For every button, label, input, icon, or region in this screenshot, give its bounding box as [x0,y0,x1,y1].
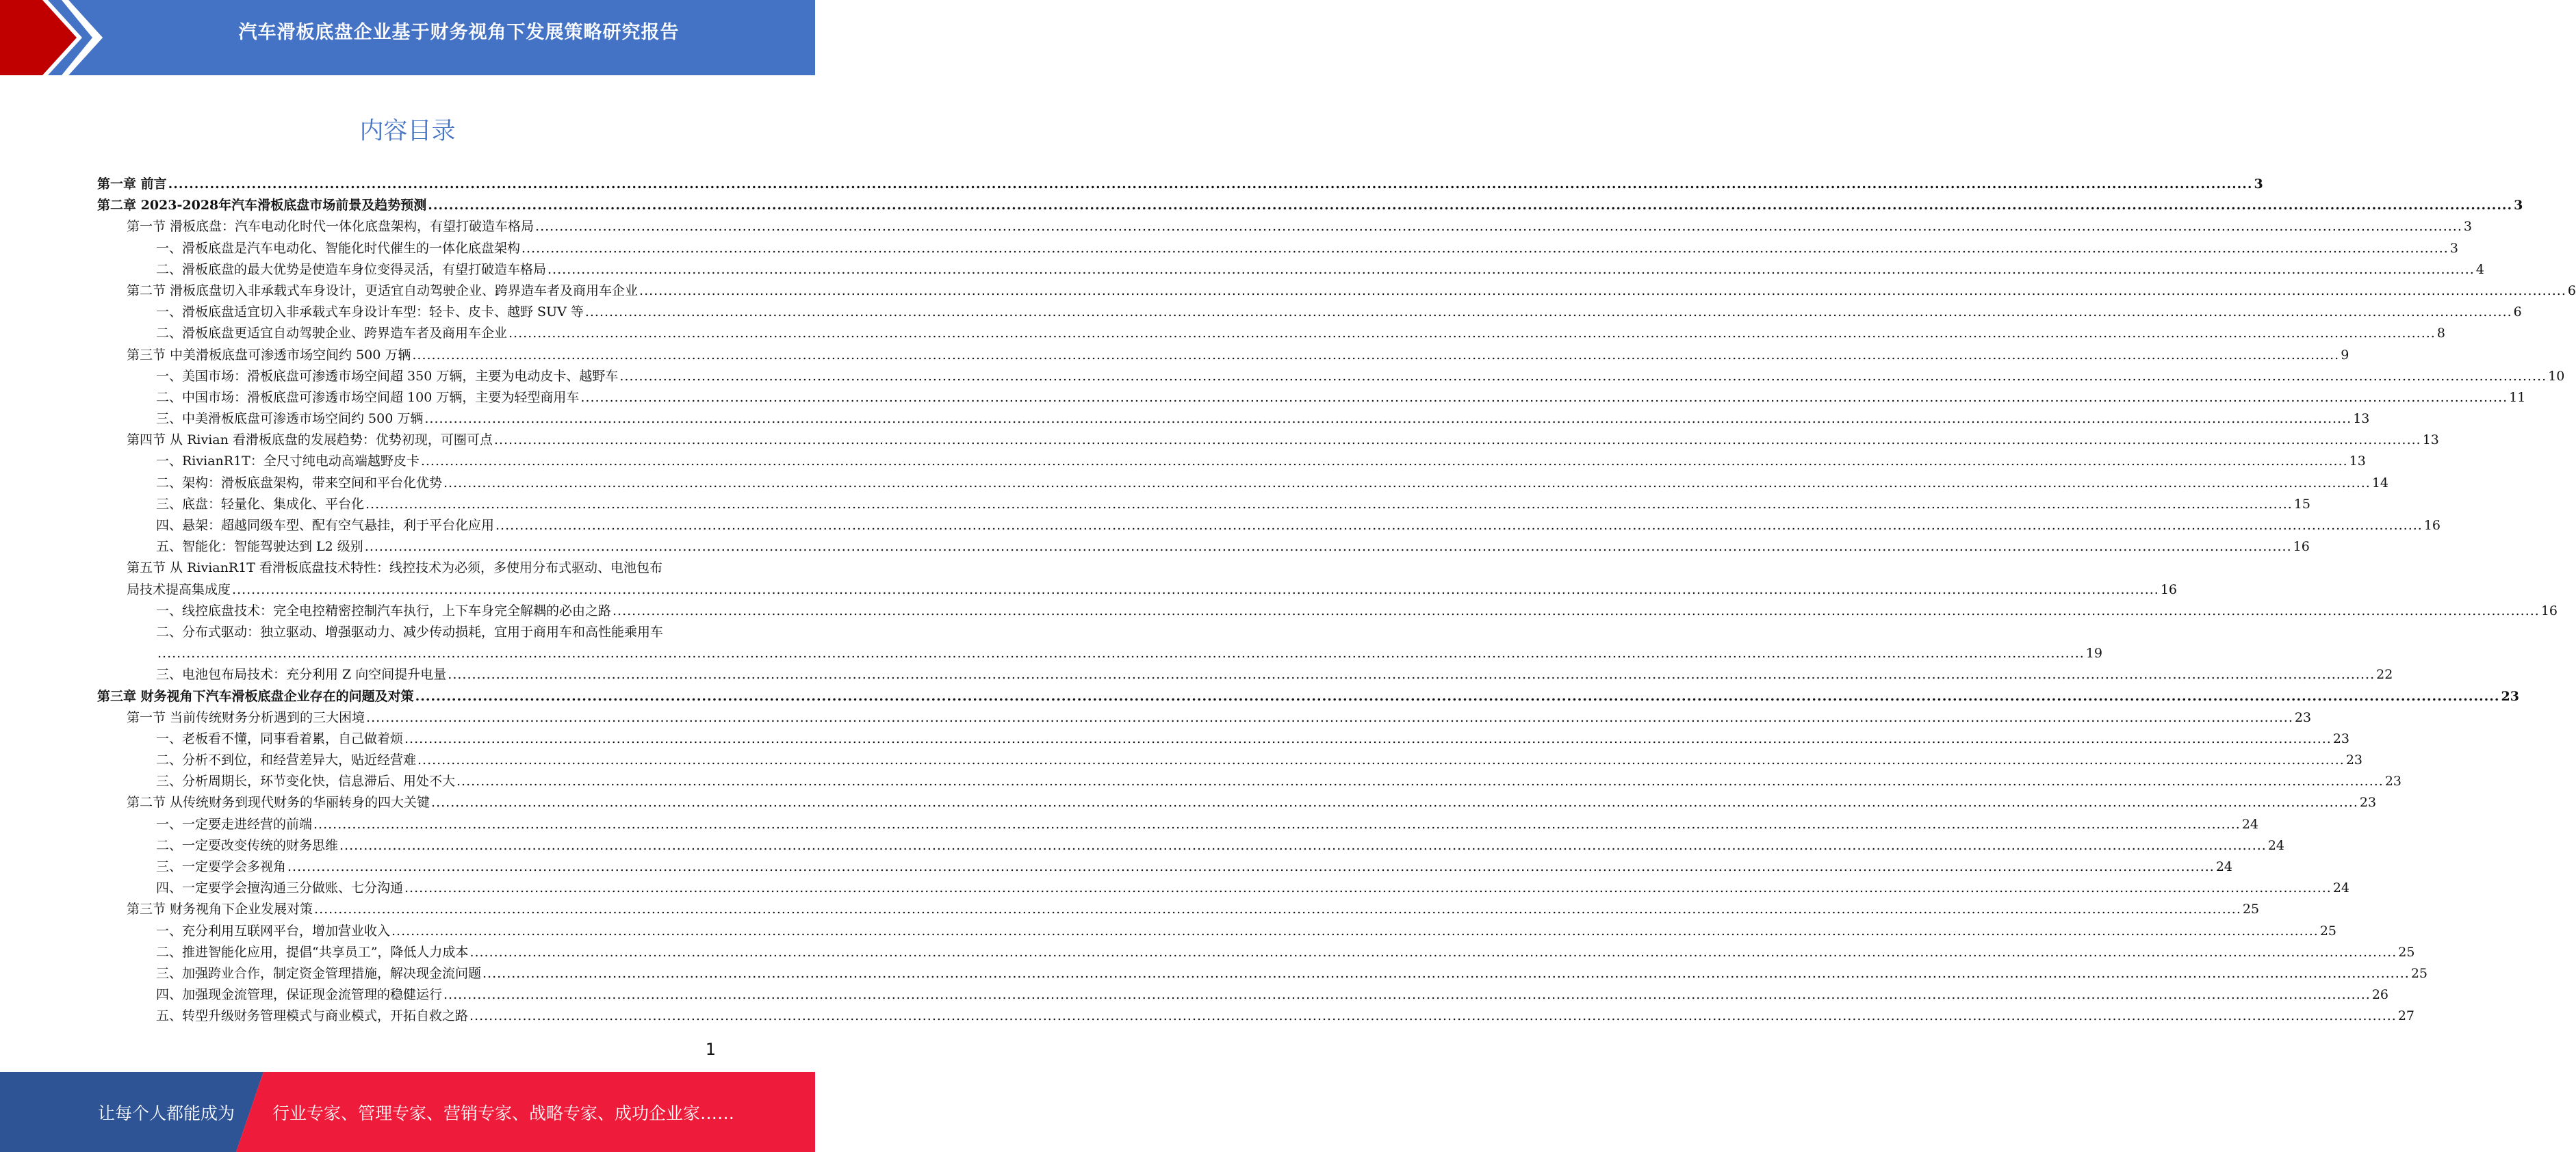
toc-entry[interactable] [97,536,2310,558]
toc-entry-page: 23 [2332,731,2350,746]
toc-entry[interactable] [97,1006,2415,1027]
toc-entry-page: 3 [2463,219,2472,235]
toc-entry[interactable] [97,259,2484,280]
toc-entry-title: 第一节 滑板底盘：汽车电动化时代一体化底盘架构，有望打破造车格局 [127,219,534,235]
toc-dot-leader: ................................................................................................................................................................................................................................................................................................................................................................................................................ [412,347,2340,363]
toc-title: 内容目录 [359,118,456,145]
toc-dot-leader: ................................................................................................................................................................................................................................................................................................................................................................................................................ [391,923,2319,939]
toc-entry-title: 四、一定要学会擅沟通三分做账、七分沟通 [156,880,404,896]
toc-entry-title: 一、滑板底盘适宜切入非承载式车身设计车型：轻卡、皮卡、越野 SUV 等 [156,304,584,320]
toc-dot-leader: ................................................................................................................................................................................................................................................................................................................................................................................................................ [535,219,2462,235]
toc-entry[interactable] [97,984,2389,1006]
toc-dot-leader: ................................................................................................................................................................................................................................................................................................................................................................................................................ [366,709,2293,725]
toc-entry-title: 三、底盘：轻量化、集成化、平台化 [156,496,365,512]
toc-dot-leader: ................................................................................................................................................................................................................................................................................................................................................................................................................ [431,795,2358,811]
toc-entry-title: 第一节 当前传统财务分析遇到的三大困境 [127,709,365,725]
toc-entry[interactable] [97,302,2522,323]
toc-entry[interactable] [97,238,2458,259]
toc-dot-leader: ................................................................................................................................................................................................................................................................................................................................................................................................................ [493,432,2421,448]
toc-entry-page: 23 [2345,752,2363,768]
toc-dot-leader: ................................................................................................................................................................................................................................................................................................................................................................................................................ [639,283,2566,298]
toc-entry-title: 四、加强现金流管理，保证现金流管理的稳健运行 [156,987,443,1003]
toc-entry[interactable] [97,473,2389,494]
toc-entry[interactable] [97,323,2445,344]
toc-dot-leader: ................................................................................................................................................................................................................................................................................................................................................................................................................ [424,411,2352,427]
toc-entry-page: 23 [2501,688,2519,704]
toc-entry-page: 16 [2540,603,2558,618]
header-band [0,0,815,75]
toc-entry[interactable] [97,579,2178,601]
toc-entry[interactable] [97,664,2393,685]
toc-entry-page: 25 [2398,944,2415,960]
toc-dot-leader: ................................................................................................................................................................................................................................................................................................................................................................................................................ [428,198,2513,213]
toc-dot-leader: ................................................................................................................................................................................................................................................................................................................................................................................................................ [404,731,2332,746]
toc-entry-page: 13 [2353,411,2370,427]
header-title: 汽车滑板底盘企业基于财务视角下发展策略研究报告 [238,22,680,43]
toc-dot-leader: ................................................................................................................................................................................................................................................................................................................................................................................................................ [548,261,2475,277]
toc-entry-page: 6 [2513,304,2522,320]
toc-entry[interactable] [97,216,2472,237]
toc-dot-leader: ................................................................................................................................................................................................................................................................................................................................................................................................................ [443,475,2371,490]
toc-entry[interactable] [97,451,2366,472]
toc-entry[interactable] [97,856,2233,878]
toc-entry[interactable] [97,494,2311,515]
footer-slogan-left: 让每个人都能成为 [98,1103,235,1123]
toc-entry-title: 三、电池包布局技术：充分利用 Z 向空间提升电量 [156,667,447,683]
toc-dot-leader: ................................................................................................................................................................................................................................................................................................................................................................................................................ [420,454,2348,469]
toc-dot-leader: ................................................................................................................................................................................................................................................................................................................................................................................................................ [448,667,2375,683]
toc-entry[interactable] [97,878,2350,899]
toc-dot-leader: ................................................................................................................................................................................................................................................................................................................................................................................................................ [521,240,2449,256]
toc-entry-title: 第三章 财务视角下汽车滑板底盘企业存在的问题及对策 [97,688,414,704]
toc-entry-title: 二、分析不到位，和经营差异大，贴近经营难 [156,752,417,768]
footer-slogan-right: 行业专家、管理专家、营销专家、战略专家、成功企业家…… [272,1103,735,1123]
toc-dot-leader: ................................................................................................................................................................................................................................................................................................................................................................................................................ [168,176,2253,192]
toc-entry-page: 24 [2267,837,2285,853]
toc-entry-page: 25 [2242,902,2260,917]
toc-entry-title: 三、分析周期长，环节变化快，信息滞后、用处不大 [156,774,456,789]
toc-entry-page: 8 [2436,326,2445,341]
toc-entry-title: 二、中国市场：滑板底盘可渗透市场空间超 100 万辆，主要为轻型商用车 [156,389,580,405]
toc-entry-page: 3 [2514,198,2523,213]
toc-entry[interactable] [97,345,2349,366]
toc-entry[interactable] [97,792,2377,813]
toc-entry-page: 24 [2215,859,2233,874]
toc-entry-title: 一、RivianR1T：全尺寸纯电动高端越野皮卡 [156,454,420,469]
toc-entry-page: 16 [2423,518,2441,533]
toc-entry-title: 二、滑板底盘更适宜自动驾驶企业、跨界造车者及商用车企业 [156,326,508,341]
toc-dot-leader: ................................................................................................................................................................................................................................................................................................................................................................................................................ [482,965,2410,981]
toc-entry[interactable] [97,771,2402,792]
toc-dot-leader: ................................................................................................................................................................................................................................................................................................................................................................................................................ [580,389,2508,405]
toc-entry-page: 25 [2319,923,2337,939]
toc-entry[interactable] [97,366,2565,387]
toc-entry-title: 一、美国市场：滑板底盘可渗透市场空间超 350 万辆，主要为电动皮卡、越野车 [156,368,619,384]
toc-entry-title: 五、智能化：智能驾驶达到 L2 级别 [156,539,363,555]
toc-entry-page: 19 [2085,646,2103,662]
toc-entry-page: 24 [2241,816,2259,832]
toc-entry[interactable] [97,195,2523,216]
page-number: 1 [705,1040,716,1059]
table-of-contents [97,174,2576,1027]
toc-entry-title: 第三节 中美滑板底盘可渗透市场空间约 500 万辆 [127,347,411,363]
toc-entry-page: 22 [2376,667,2393,683]
toc-dot-leader: ................................................................................................................................................................................................................................................................................................................................................................................................................ [415,688,2500,704]
toc-dot-leader: ................................................................................................................................................................................................................................................................................................................................................................................................................ [469,1008,2397,1024]
toc-entry-title: 第一章 前言 [97,176,167,192]
toc-dot-leader: ................................................................................................................................................................................................................................................................................................................................................................................................................ [232,581,2159,597]
toc-dot-leader: ................................................................................................................................................................................................................................................................................................................................................................................................................ [613,603,2540,618]
toc-entry-title: 二、推进智能化应用，提倡“共享员工”，降低人力成本 [156,944,469,960]
toc-entry-title: 第三节 财务视角下企业发展对策 [127,902,313,917]
toc-entry-title: 一、一定要走进经营的前端 [156,816,313,832]
toc-dot-leader: ................................................................................................................................................................................................................................................................................................................................................................................................................ [417,752,2345,768]
toc-dot-leader: ................................................................................................................................................................................................................................................................................................................................................................................................................ [404,880,2332,896]
toc-entry[interactable] [97,430,2439,451]
toc-dot-leader: ................................................................................................................................................................................................................................................................................................................................................................................................................ [469,944,2397,960]
toc-entry[interactable] [97,729,2350,750]
toc-entry[interactable] [97,643,2103,664]
toc-entry-title: 五、转型升级财务管理模式与商业模式，开拓自救之路 [156,1008,469,1024]
toc-entry[interactable] [97,408,2370,430]
toc-entry[interactable] [97,899,2260,920]
toc-entry-title: 二、架构：滑板底盘架构，带来空间和平台化优势 [156,475,443,490]
toc-dot-leader: ................................................................................................................................................................................................................................................................................................................................................................................................................ [287,859,2215,874]
toc-entry[interactable] [97,515,2441,536]
toc-entry-page: 14 [2371,475,2389,490]
toc-entry-text-wrap[interactable]: 二、分布式驱动：独立驱动、增强驱动力、减少传动损耗，宜用于商用车和高性能乘用车 [156,624,664,640]
toc-entry-page: 26 [2371,987,2389,1003]
toc-entry-page: 13 [2349,454,2366,469]
toc-entry-page: 6 [2567,283,2576,298]
toc-entry-title: 第四节 从 Rivian 看滑板底盘的发展趋势：优势初现，可圈可点 [127,432,493,448]
toc-entry-title: 一、线控底盘技术：完全电控精密控制汽车执行，上下车身完全解耦的必由之路 [156,603,612,618]
toc-entry-page: 23 [2384,774,2402,789]
toc-entry[interactable] [97,387,2526,408]
toc-entry-page: 9 [2341,347,2349,363]
toc-entry-text-wrap[interactable]: 第五节 从 RivianR1T 看滑板底盘技术特性：线控技术为必须，多使用分布式驱动、电池包布 [127,560,662,576]
toc-entry-page: 3 [2254,176,2263,192]
toc-entry-title: 二、一定要改变传统的财务思维 [156,837,339,853]
toc-entry-title: 第二节 从传统财务到现代财务的华丽转身的四大关键 [127,795,430,811]
toc-entry-page: 4 [2475,261,2484,277]
toc-entry[interactable] [97,942,2415,963]
toc-entry-page: 13 [2422,432,2439,448]
toc-dot-leader: ................................................................................................................................................................................................................................................................................................................................................................................................................ [443,987,2371,1003]
toc-dot-leader: ................................................................................................................................................................................................................................................................................................................................................................................................................ [313,816,2241,832]
toc-entry-page: 27 [2397,1008,2415,1024]
toc-entry-page: 24 [2332,880,2350,896]
toc-entry[interactable] [97,601,2558,622]
toc-entry-title: 二、滑板底盘的最大优势是使造车身位变得灵活，有望打破造车格局 [156,261,547,277]
toc-dot-leader: ................................................................................................................................................................................................................................................................................................................................................................................................................ [157,646,2085,662]
toc-dot-leader: ................................................................................................................................................................................................................................................................................................................................................................................................................ [584,304,2512,320]
toc-entry-page: 10 [2548,368,2565,384]
toc-dot-leader: ................................................................................................................................................................................................................................................................................................................................................................................................................ [508,326,2436,341]
toc-entry-page: 11 [2509,389,2526,405]
toc-entry-page: 16 [2293,539,2310,555]
toc-entry-title: 三、加强跨业合作，制定资金管理措施，解决现金流问题 [156,965,482,981]
toc-entry[interactable] [97,280,2576,302]
toc-entry-title: 三、中美滑板底盘可渗透市场空间约 500 万辆 [156,411,424,427]
toc-entry-page: 3 [2449,240,2458,256]
toc-dot-leader: ................................................................................................................................................................................................................................................................................................................................................................................................................ [495,518,2423,533]
toc-dot-leader: ................................................................................................................................................................................................................................................................................................................................................................................................................ [365,496,2293,512]
toc-entry-page: 16 [2160,581,2178,597]
toc-entry-page: 23 [2294,709,2312,725]
toc-entry[interactable] [97,750,2363,771]
toc-entry[interactable] [97,963,2428,984]
toc-entry-title: 第二章 2023-2028年汽车滑板底盘市场前景及趋势预测 [97,198,427,213]
toc-entry[interactable] [97,707,2312,729]
header-arrow-decoration [0,0,116,75]
toc-dot-leader: ................................................................................................................................................................................................................................................................................................................................................................................................................ [456,774,2384,789]
toc-entry-page: 23 [2359,795,2377,811]
toc-entry-title: 局技术提高集成度 [127,581,231,597]
toc-entry-page: 15 [2293,496,2311,512]
toc-entry-title: 四、悬架：超越同级车型、配有空气悬挂，利于平台化应用 [156,518,495,533]
toc-entry[interactable] [97,686,2519,707]
toc-entry-title: 一、老板看不懂，同事看着累，自己做着烦 [156,731,404,746]
toc-entry[interactable] [97,174,2263,195]
toc-entry[interactable] [97,814,2259,835]
toc-dot-leader: ................................................................................................................................................................................................................................................................................................................................................................................................................ [364,539,2292,555]
toc-dot-leader: ................................................................................................................................................................................................................................................................................................................................................................................................................ [619,368,2547,384]
toc-entry[interactable] [97,921,2337,942]
toc-entry-title: 三、一定要学会多视角 [156,859,287,874]
toc-entry-page: 25 [2410,965,2428,981]
toc-entry-title: 第二节 滑板底盘切入非承载式车身设计，更适宜自动驾驶企业、跨界造车者及商用车企业 [127,283,639,298]
toc-dot-leader: ................................................................................................................................................................................................................................................................................................................................................................................................................ [339,837,2267,853]
toc-entry[interactable] [97,835,2285,856]
toc-dot-leader: ................................................................................................................................................................................................................................................................................................................................................................................................................ [314,902,2241,917]
toc-entry-title: 一、充分利用互联网平台，增加营业收入 [156,923,391,939]
toc-entry-title: 一、滑板底盘是汽车电动化、智能化时代催生的一体化底盘架构 [156,240,521,256]
